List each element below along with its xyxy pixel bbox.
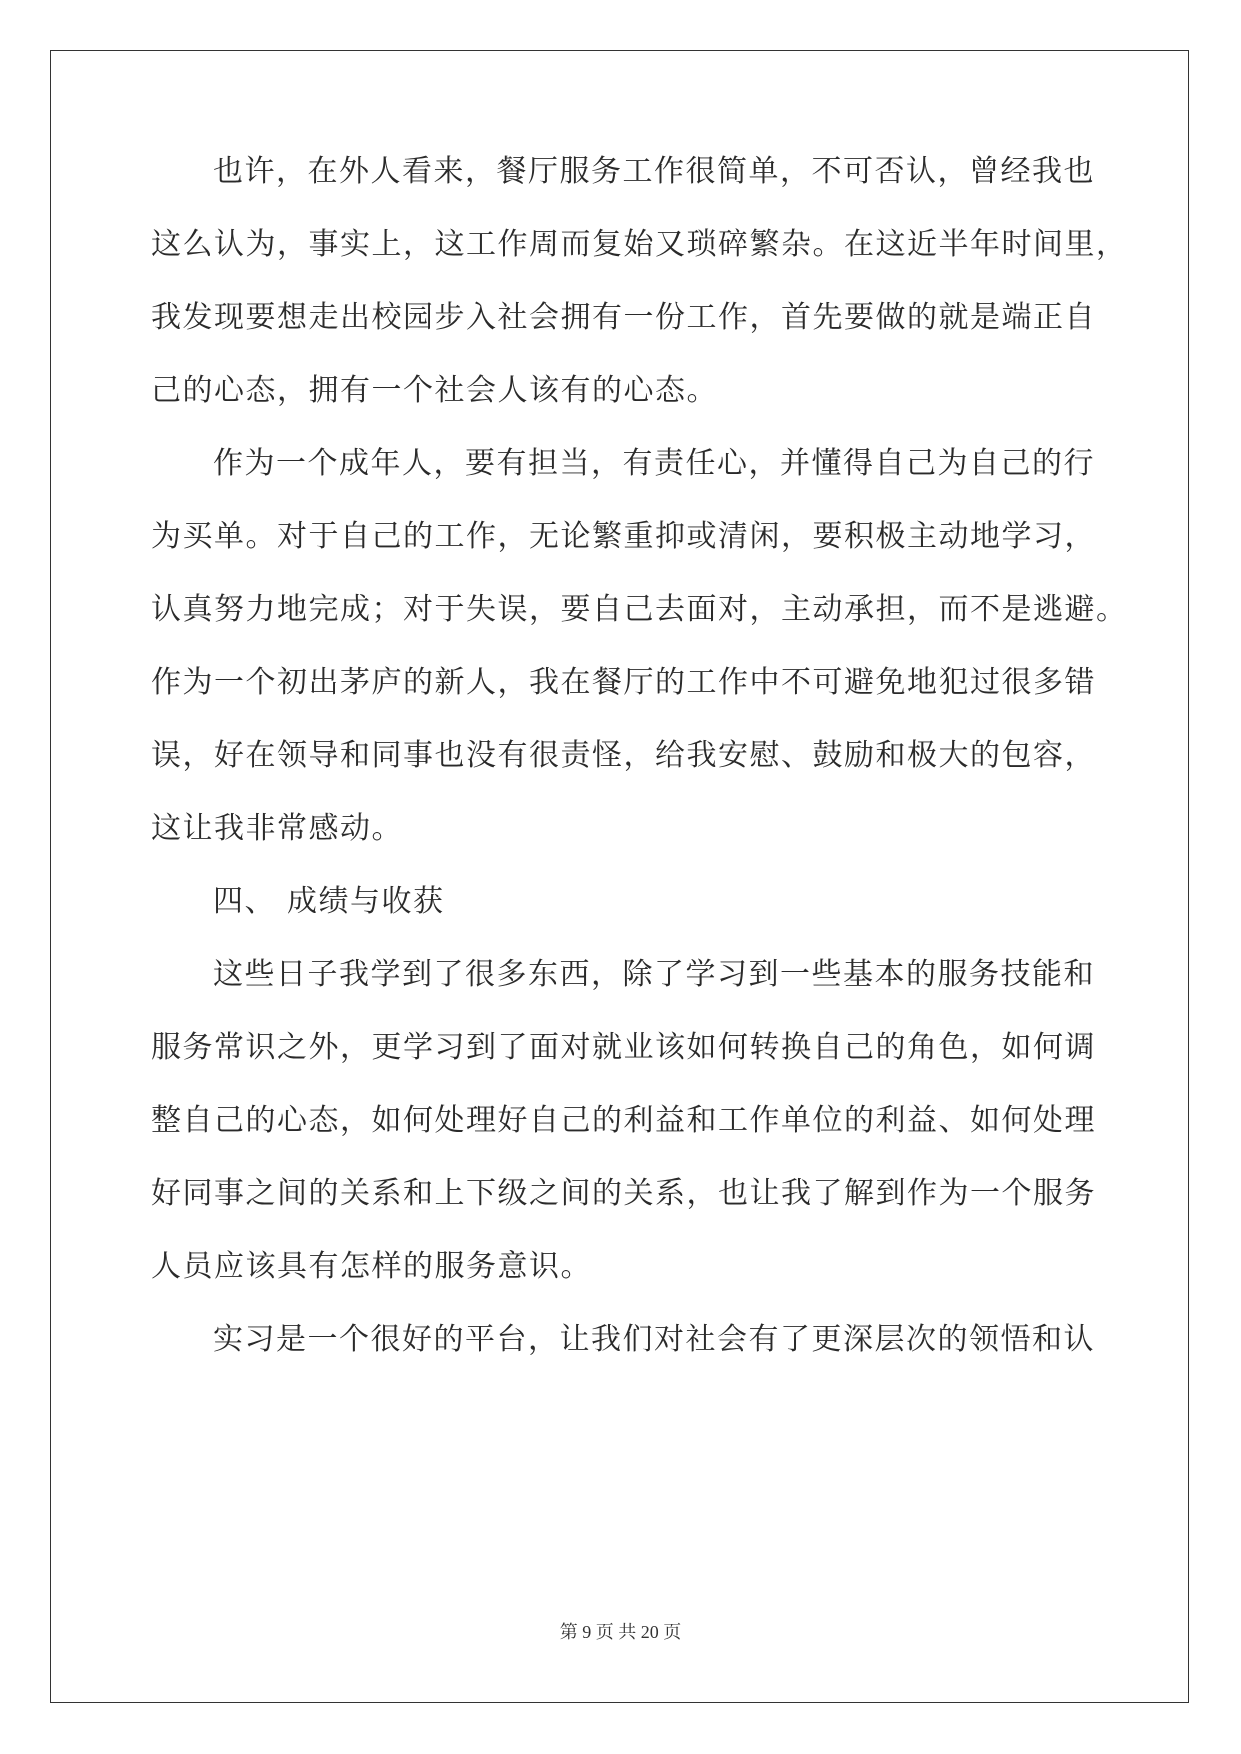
paragraph-line: 这些日子我学到了很多东西，除了学习到一些基本的服务技能和 [213, 957, 1095, 992]
paragraph-line: 整自己的心态，如何处理好自己的利益和工作单位的利益、如何处理 [151, 1103, 1096, 1138]
page-border [50, 50, 1189, 1703]
paragraph-line: 认真努力地完成；对于失误，要自己去面对，主动承担，而不是逃避。 [151, 592, 1128, 627]
paragraph-line: 好同事之间的关系和上下级之间的关系，也让我了解到作为一个服务 [151, 1176, 1096, 1211]
paragraph-line: 作为一个初出茅庐的新人，我在餐厅的工作中不可避免地犯过很多错 [151, 665, 1096, 700]
paragraph-line: 服务常识之外，更学习到了面对就业该如何转换自己的角色，如何调 [151, 1030, 1096, 1065]
paragraph-line: 人员应该具有怎样的服务意识。 [151, 1249, 592, 1284]
paragraph-line: 实习是一个很好的平台，让我们对社会有了更深层次的领悟和认 [213, 1322, 1095, 1357]
paragraph-line: 为买单。对于自己的工作，无论繁重抑或清闲，要积极主动地学习， [151, 519, 1096, 554]
paragraph-line: 己的心态，拥有一个社会人该有的心态。 [151, 373, 718, 408]
paragraph-line: 这么认为，事实上，这工作周而复始又琐碎繁杂。在这近半年时间里， [151, 227, 1128, 262]
paragraph-line: 我发现要想走出校园步入社会拥有一份工作，首先要做的就是端正自 [151, 300, 1096, 335]
paragraph-line: 作为一个成年人，要有担当，有责任心，并懂得自己为自己的行 [213, 446, 1095, 481]
section-heading: 四、 成绩与收获 [213, 884, 445, 919]
paragraph-line: 误，好在领导和同事也没有很责怪，给我安慰、鼓励和极大的包容， [151, 738, 1096, 773]
paragraph-line: 这让我非常感动。 [151, 811, 403, 846]
page-number: 第 9 页 共 20 页 [559, 1622, 682, 1642]
paragraph-line: 也许，在外人看来，餐厅服务工作很简单，不可否认，曾经我也 [213, 154, 1095, 189]
